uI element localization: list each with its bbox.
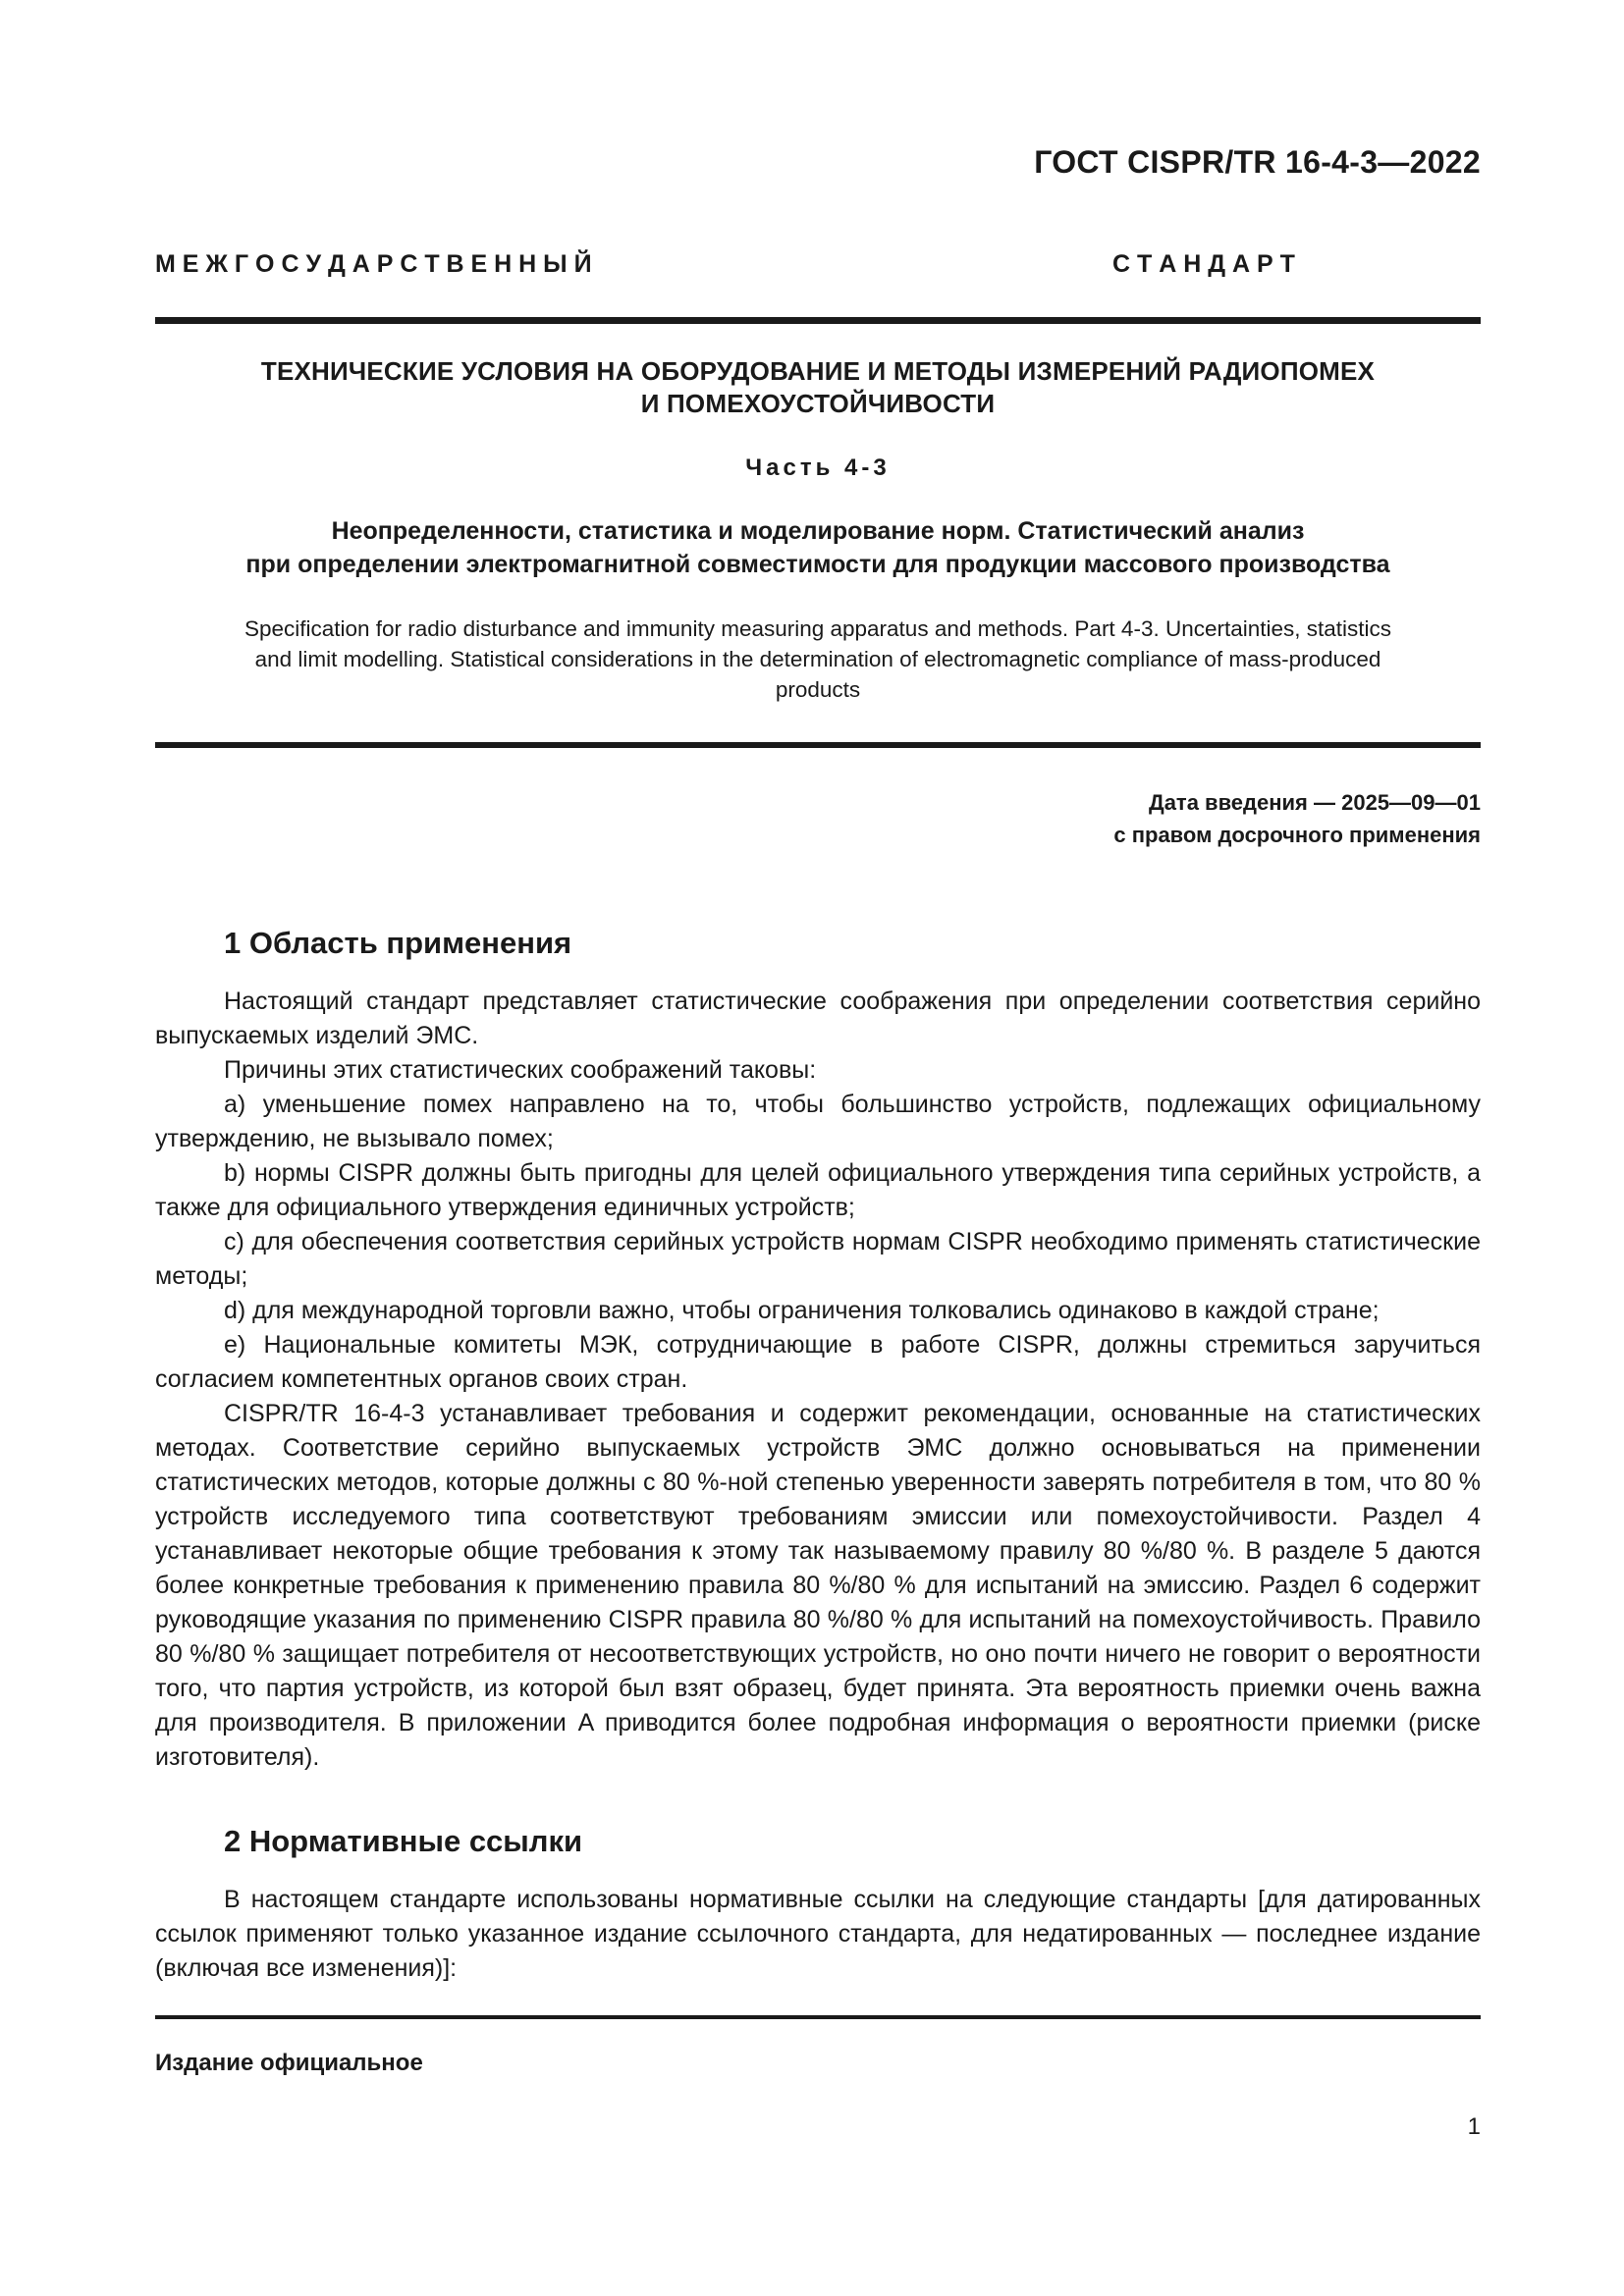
en-title-line-1: Specification for radio disturbance and immunity measuring apparatus and methods. Part 4-3. Uncertainties, statistics — [244, 616, 1392, 641]
footer-divider — [155, 2015, 1481, 2019]
banner-word-standard: С Т А Н Д А Р Т — [1112, 250, 1295, 278]
part-number: Часть 4-3 — [745, 454, 891, 481]
section-2-body — [155, 1883, 1481, 1986]
section-1-body — [155, 985, 1481, 1775]
subtitle-line-1: Неопределенности, статистика и моделирование норм. Статистический анализ — [331, 517, 1305, 545]
title-line-2: И ПОМЕХОУСТОЙЧИВОСТИ — [640, 389, 996, 418]
list-item: d) для международной торговли важно, чтобы ограничения толковались одинаково в каждой стране; — [224, 1297, 1380, 1324]
section-1-heading: 1 Область применения — [224, 926, 572, 960]
title-divider — [155, 742, 1481, 748]
list-item: c) для обеспечения соответствия серийных устройств нормам CISPR необходимо применять статистические методы; — [155, 1228, 1481, 1290]
paragraph: Настоящий стандарт представляет статистические соображения при определении соответствия серийно выпускаемых изделий ЭМС. — [155, 988, 1481, 1049]
top-divider — [155, 317, 1481, 324]
title-line-1: ТЕХНИЧЕСКИЕ УСЛОВИЯ НА ОБОРУДОВАНИЕ И МЕТОДЫ ИЗМЕРЕНИЙ РАДИОПОМЕХ — [260, 356, 1376, 386]
introduction-date — [1113, 786, 1481, 851]
paragraph: Причины этих статистических соображений таковы: — [224, 1056, 817, 1084]
en-title-line-2: and limit modelling. Statistical considerations in the determination of electromagnetic compliance of mass-produced — [254, 647, 1381, 671]
standard-banner — [155, 250, 1481, 279]
document-title-en — [167, 614, 1469, 705]
document-subtitle-ru — [155, 514, 1481, 581]
paragraph: В настоящем стандарте использованы нормативные ссылки на следующие стандарты [для датированных ссылок применяют только указанное издание ссылочного стандарта, для недатированных — последнее издание (включая все изменения)]: — [155, 1886, 1481, 1982]
document-code: ГОСТ CISPR/TR 16-4-3—2022 — [1034, 144, 1481, 180]
subtitle-line-2: при определении электромагнитной совместимости для продукции массового производства — [245, 551, 1390, 578]
section-2-heading: 2 Нормативные ссылки — [224, 1824, 583, 1858]
list-item: a) уменьшение помех направлено на то, чтобы большинство устройств, подлежащих официальному утверждению, не вызывало помех; — [155, 1091, 1481, 1152]
list-item: b) нормы CISPR должны быть пригодны для целей официального утверждения типа серийных устройств, а также для официального утверждения единичных устройств; — [155, 1159, 1481, 1221]
paragraph: CISPR/TR 16-4-3 устанавливает требования и содержит рекомендации, основанные на статистических методах. Соответствие серийно выпускаемых устройств ЭМС должно основываться на применении статистических методов, которые должны с 80 %-ной степенью уверенности заверять потребителя в том, что 80 % устройств исследуемого типа соответствуют требованиям эмиссии или помехоустойчивости. Раздел 4 устанавливает некоторые общие требования к этому так называемому правилу 80 %/80 %. В разделе 5 даются более конкретные требования к применению правила 80 %/80 % для испытаний на эмиссию. Раздел 6 содержит руководящие указания по применению CISPR правила 80 %/80 % для испытаний на помехоустойчивость. Правило 80 %/80 % защищает потребителя от несоответствующих устройств, но оно почти ничего не говорит о вероятности того, что партия устройств, из которой был взят образец, будет принята. Эта вероятность приемки очень важна для производителя. В приложении A приводится более подробная информация о вероятности приемки (риске изготовителя). — [155, 1400, 1481, 1771]
intro-date-line: Дата введения — 2025—09—01 — [1149, 790, 1481, 815]
document-title-ru — [155, 355, 1481, 420]
en-title-line-3: products — [775, 677, 861, 702]
banner-word-interstate: М Е Ж Г О С У Д А Р С Т В Е Н Н Ы Й — [155, 250, 592, 278]
early-application-line: с правом досрочного применения — [1113, 823, 1481, 847]
official-edition-label: Издание официальное — [155, 2050, 423, 2076]
list-item: e) Национальные комитеты МЭК, сотрудничающие в работе CISPR, должны стремиться заручиться согласием компетентных органов своих стран. — [155, 1331, 1481, 1393]
page-number: 1 — [1467, 2113, 1481, 2140]
